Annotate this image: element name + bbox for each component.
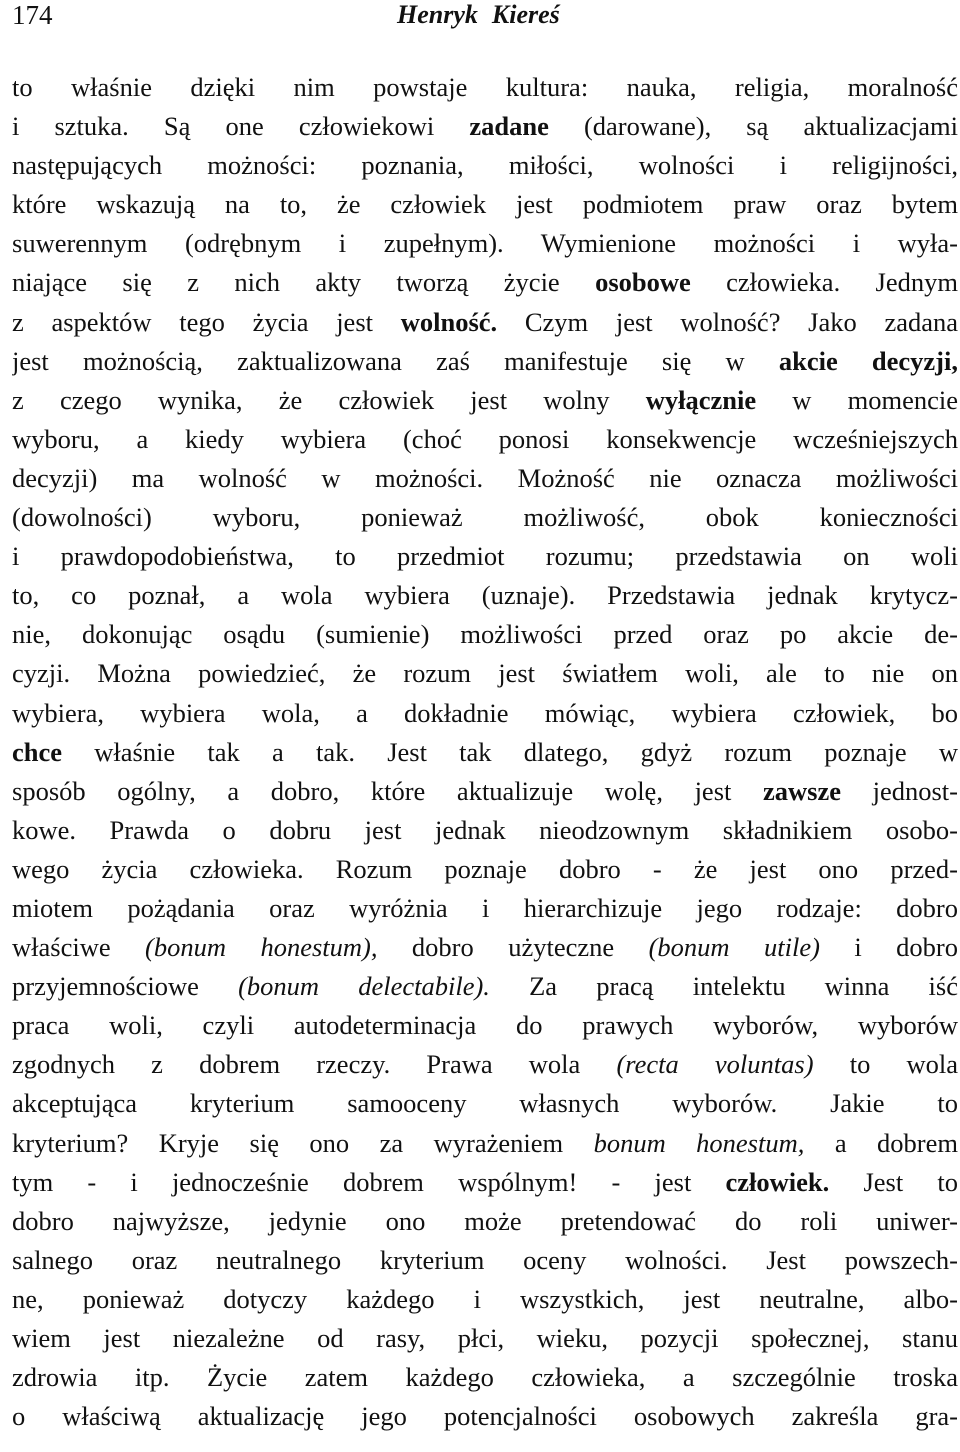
italic-text: (bonum delectabile). (238, 971, 490, 1002)
text-line (12, 1397, 958, 1436)
author-last-name: Kiereś (491, 0, 560, 29)
text-segment: (darowane), są aktualizacjami (548, 111, 958, 142)
text-line (12, 498, 958, 537)
text-line (12, 537, 958, 576)
bold-text: człowiek. (725, 1166, 830, 1197)
text-segment: i prawdopodobieństwa, to przedmiot rozumu; przedstawia on woli (12, 541, 958, 572)
text-segment: zgodnych z dobrem rzeczy. Prawa wola (12, 1049, 617, 1080)
text-line (12, 459, 958, 498)
text-line (12, 928, 958, 967)
text-segment: ne, ponieważ dotyczy każdego i wszystkich, jest neutralne, albo- (12, 1283, 958, 1314)
italic-text: (bonum honestum), (145, 932, 378, 963)
italic-text: (recta voluntas) (616, 1049, 814, 1080)
text-line (12, 576, 958, 615)
text-segment: z aspektów tego życia jest (12, 306, 401, 337)
text-segment: zdrowia itp. Życie zatem każdego człowieka, a szczególnie troska (12, 1362, 958, 1393)
text-line (12, 107, 958, 146)
text-segment: Za pracą intelektu winna iść (489, 971, 958, 1002)
text-segment: i sztuka. Są one człowiekowi (12, 111, 470, 142)
text-line (12, 1045, 958, 1084)
text-segment: (dowolności) wyboru, ponieważ możliwość, obok konieczności (12, 502, 958, 533)
text-segment: wiem jest niezależne od rasy, płci, wieku, pozycji społecznej, stanu (12, 1323, 958, 1353)
text-line (12, 1358, 958, 1397)
text-line (12, 146, 958, 185)
bold-text: zawsze (763, 775, 841, 806)
text-segment: sposób ogólny, a dobro, które aktualizuje wolę, jest (12, 775, 763, 806)
text-line (12, 342, 958, 381)
text-segment: przyjemnościowe (12, 971, 239, 1002)
italic-text: bonum honestum, (593, 1127, 805, 1158)
text-line (12, 1241, 958, 1280)
text-segment: praca woli, czyli autodeterminacja do prawych wyborów, wyborów (12, 1010, 958, 1041)
text-line (12, 1084, 958, 1123)
text-line (12, 420, 958, 459)
text-segment: kryterium? Kryje się ono za wyrażeniem (12, 1127, 594, 1158)
text-segment: miotem pożądania oraz wyróżnia i hierarchizuje jego rodzaje: dobro (12, 892, 958, 923)
text-segment: wyboru, a kiedy wybiera (choć ponosi konsekwencje wcześniejszych (12, 423, 958, 454)
text-segment: niające się z nich akty tworzą życie (12, 267, 596, 298)
body-text (12, 68, 958, 1436)
text-segment: właściwe (12, 932, 146, 963)
running-head (397, 0, 560, 30)
text-line (12, 772, 958, 811)
text-segment: i dobro (819, 932, 958, 963)
text-segment: nie, dokonując osądu (sumienie) możliwości przed oraz po akcie de- (12, 619, 958, 650)
text-segment: w momencie (756, 384, 958, 415)
text-segment: to, co poznał, a wola wybiera (uznaje). Przedstawia jednak krytycz- (12, 580, 958, 611)
text-segment: dobro najwyższe, jedynie ono może pretendować do roli uniwer- (12, 1205, 958, 1236)
text-line (12, 1202, 958, 1241)
text-segment: człowieka. Jednym (690, 267, 958, 298)
text-line (12, 967, 958, 1006)
bold-text: chce (12, 736, 63, 767)
text-line (12, 615, 958, 654)
text-line (12, 1319, 958, 1358)
text-segment: suwerennym (odrębnym i zupełnym). Wymienione możności i wyła- (12, 228, 958, 259)
text-segment: wybiera, wybiera wola, a dokładnie mówiąc, wybiera człowiek, bo (12, 697, 958, 728)
author-first-name: Henryk (397, 0, 478, 29)
page-number: 174 (12, 0, 53, 30)
bold-text: wolność. (400, 306, 498, 337)
text-line (12, 654, 958, 693)
text-line (12, 1124, 958, 1163)
text-segment: jednost- (841, 775, 958, 806)
text-segment: akceptująca kryterium samooceny własnych wyborów. Jakie to (12, 1088, 958, 1119)
text-segment: to właśnie dzięki nim powstaje kultura: nauka, religia, moralność (12, 72, 958, 102)
text-segment: kowe. Prawda o dobru jest jednak nieodzownym składnikiem osobo- (12, 814, 958, 845)
text-segment: cyzji. Można powiedzieć, że rozum jest światłem woli, ale to nie on (12, 658, 958, 689)
text-line (12, 185, 958, 224)
bold-text: akcie decyzji, (778, 345, 958, 376)
text-segment: a dobrem (804, 1127, 958, 1158)
text-segment: o właściwą aktualizację jego potencjalności osobowych zakreśla gra- (12, 1401, 958, 1432)
text-line (12, 303, 958, 342)
bold-text: zadane (469, 111, 549, 142)
text-line (12, 1163, 958, 1202)
text-line (12, 1280, 958, 1319)
text-segment: Jest to (829, 1166, 958, 1197)
text-segment: wego życia człowieka. Rozum poznaje dobro - że jest ono przed- (12, 853, 958, 884)
text-segment: tym - i jednocześnie dobrem wspólnym! - jest (12, 1166, 726, 1197)
text-segment: decyzji) ma wolność w możności. Możność nie oznacza możliwości (12, 462, 958, 493)
text-segment: następujących możności: poznania, miłości, wolności i religijności, (12, 150, 958, 181)
bold-text: wyłącznie (645, 384, 757, 415)
text-line (12, 263, 958, 302)
text-segment: jest możnością, zaktualizowana zaś manifestuje się w (12, 345, 779, 376)
text-line (12, 733, 958, 772)
text-segment: dobro użyteczne (377, 932, 649, 963)
text-line (12, 850, 958, 889)
text-segment: z czego wynika, że człowiek jest wolny (12, 384, 646, 415)
text-line (12, 694, 958, 733)
text-segment: salnego oraz neutralnego kryterium oceny wolności. Jest powszech- (12, 1244, 958, 1275)
text-line (12, 68, 958, 107)
text-line (12, 224, 958, 263)
text-segment: to wola (813, 1049, 958, 1080)
page-header (0, 0, 960, 30)
text-line (12, 889, 958, 928)
text-segment: które wskazują na to, że człowiek jest podmiotem praw oraz bytem (12, 189, 958, 220)
text-segment: właśnie tak a tak. Jest tak dlatego, gdyż rozum poznaje w (62, 736, 958, 767)
bold-text: osobowe (595, 267, 691, 298)
text-line (12, 1006, 958, 1045)
text-line (12, 381, 958, 420)
italic-text: (bonum utile) (648, 932, 820, 963)
text-segment: Czym jest wolność? Jako zadana (497, 306, 958, 337)
text-line (12, 811, 958, 850)
